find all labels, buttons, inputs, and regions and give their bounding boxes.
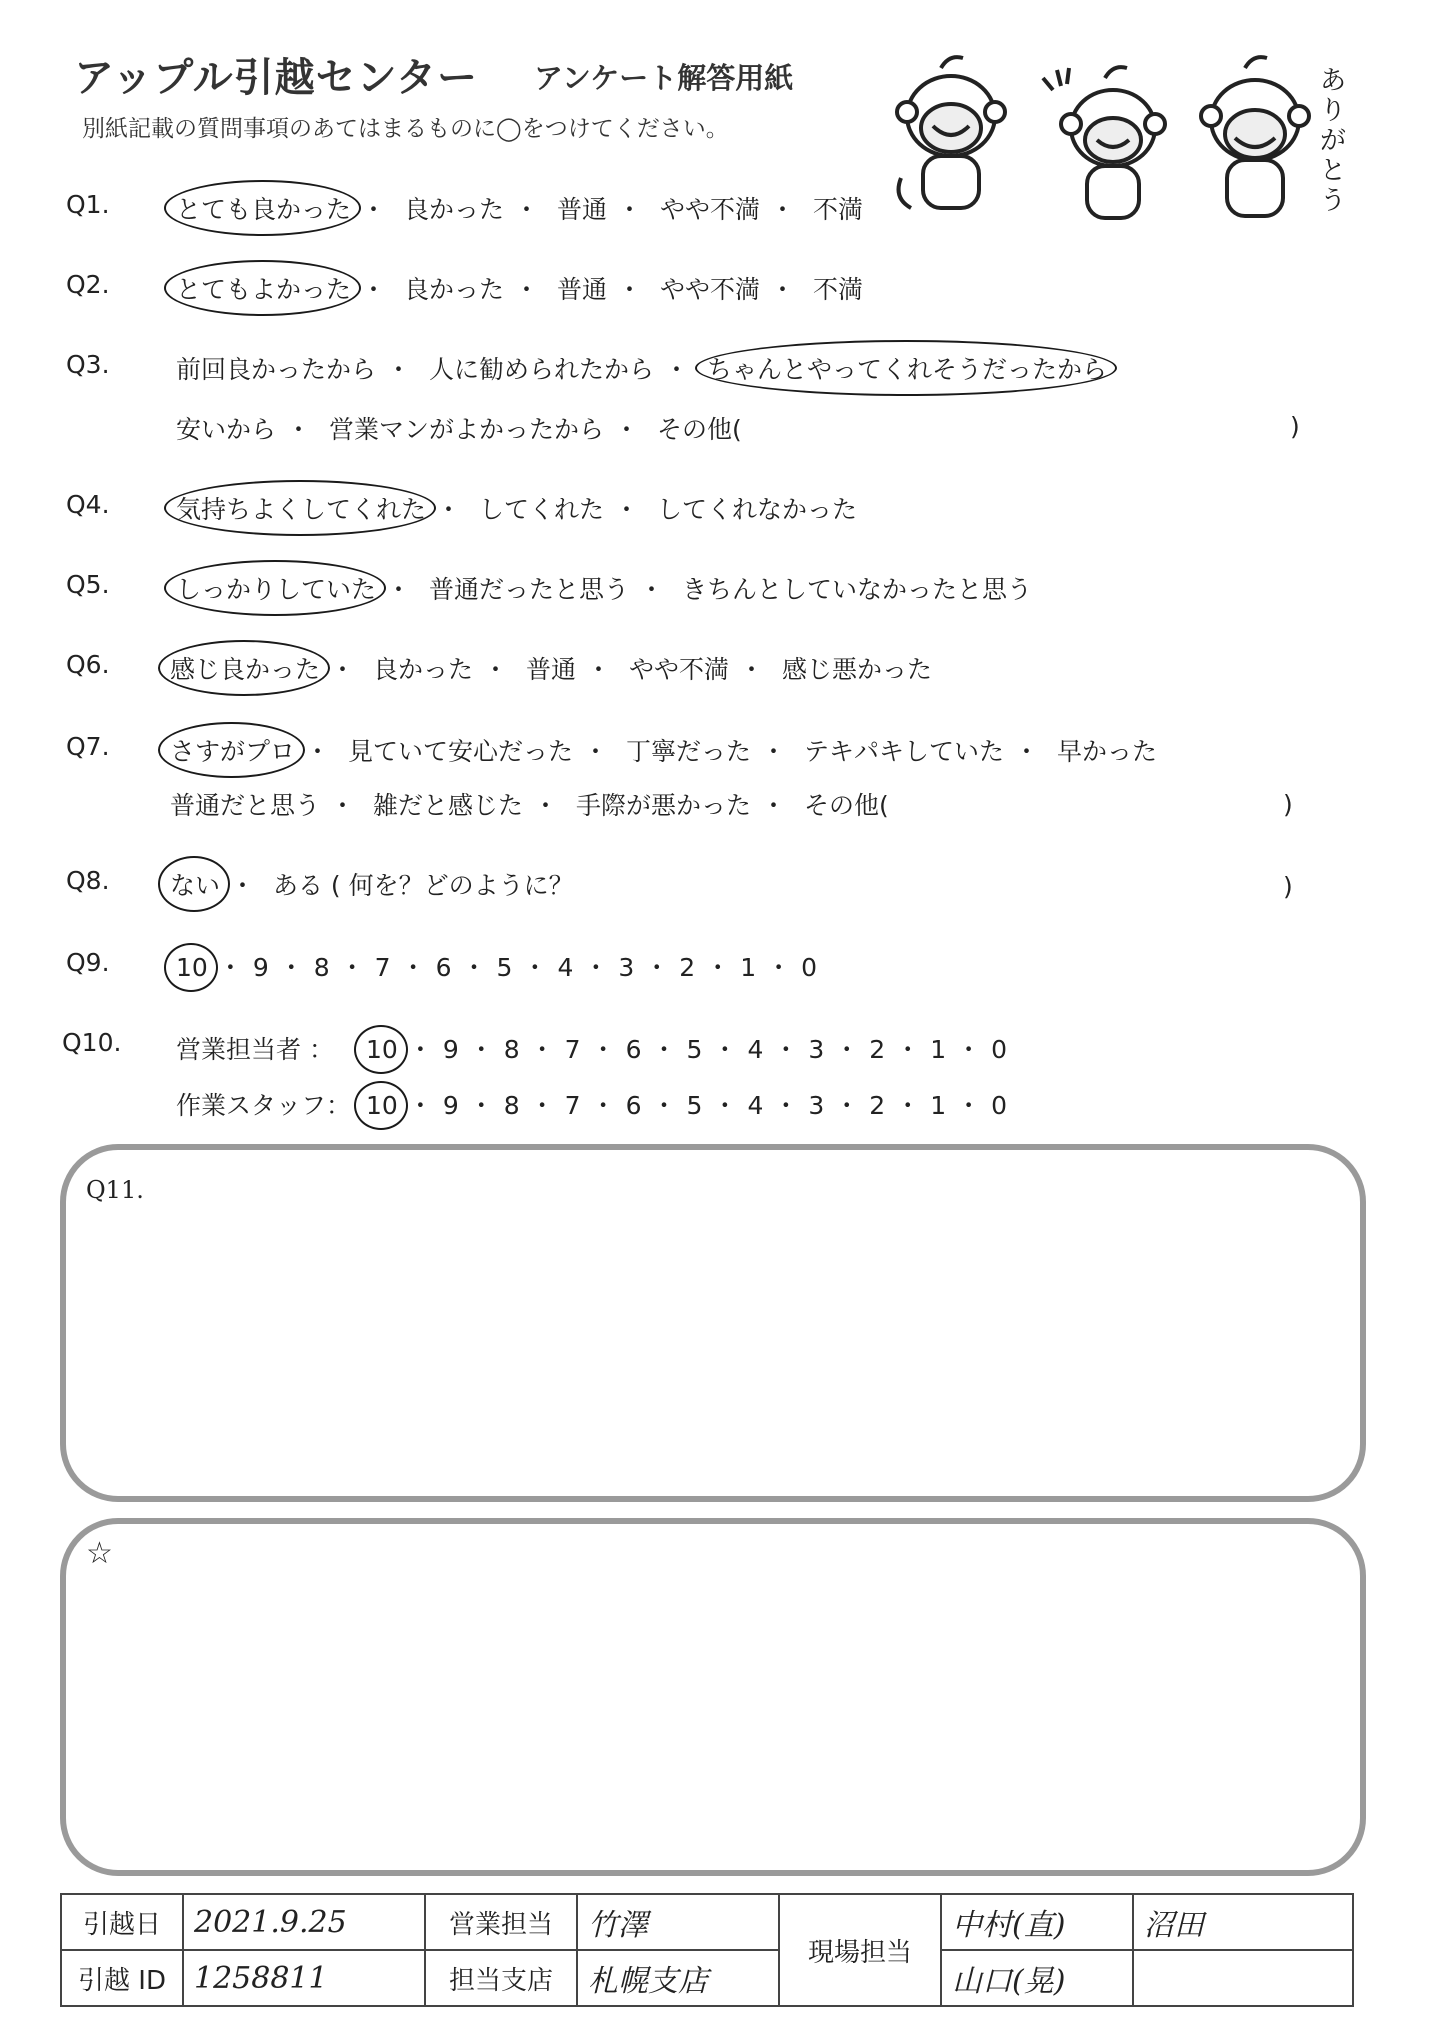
separator: ・: [217, 953, 243, 982]
q10-staff-option-4[interactable]: 4: [747, 1091, 764, 1120]
separator: ・: [583, 953, 609, 982]
mascot-left: [897, 57, 1005, 208]
q4-label: Q4.: [66, 490, 110, 519]
q5-option-1[interactable]: しっかりしていた: [176, 570, 376, 606]
separator: ・: [773, 1091, 799, 1120]
q10-staff-name: 作業スタッフ：: [176, 1091, 352, 1120]
q1-options: とても良かった ・ 良かった ・ 普通 ・ やや不満 ・ 不満: [176, 190, 863, 226]
separator: ・: [712, 1035, 738, 1064]
q10-staff-option-7[interactable]: 7: [564, 1091, 581, 1120]
site-staff-2: 沼田: [1133, 1894, 1353, 1950]
q7-close-paren: ): [1283, 790, 1293, 819]
q6-option-1[interactable]: 感じ良かった: [170, 650, 320, 686]
q9-option-3[interactable]: 3: [618, 953, 635, 982]
q7-option-3[interactable]: 丁寧だった: [625, 737, 751, 766]
q10-staff-option-6[interactable]: 6: [625, 1091, 642, 1120]
q10-staff-option-8[interactable]: 8: [503, 1091, 520, 1120]
q3-option-4[interactable]: 安いから: [176, 415, 277, 444]
q10-sales-option-3[interactable]: 3: [808, 1035, 825, 1064]
separator: ・: [407, 1091, 433, 1120]
q10-sales-option-6[interactable]: 6: [625, 1035, 642, 1064]
q5-options: しっかりしていた ・ 普通だったと思う ・ きちんとしていなかったと思う: [176, 570, 1032, 606]
q10-sales-option-0[interactable]: 0: [991, 1035, 1008, 1064]
q2-option-5[interactable]: 不満: [812, 275, 863, 304]
mascot-right: [1201, 57, 1309, 216]
q3-option-1[interactable]: 前回良かったから: [176, 355, 377, 384]
q4-option-2[interactable]: してくれた: [478, 495, 604, 524]
q9-option-8[interactable]: 8: [313, 953, 330, 982]
q9-option-0[interactable]: 0: [801, 953, 818, 982]
q5-option-2[interactable]: 普通だったと思う: [428, 575, 629, 604]
thanks-text: ありがとう: [1320, 66, 1347, 216]
separator: ・: [712, 1091, 738, 1120]
q2-label: Q2.: [66, 270, 110, 299]
q2-options: とてもよかった ・ 良かった ・ 普通 ・ やや不満 ・ 不満: [176, 270, 863, 306]
q3-close-paren: ): [1290, 412, 1300, 441]
separator: ・: [461, 953, 487, 982]
q4-option-1[interactable]: 気持ちよくしてくれた: [176, 490, 426, 526]
q7-option-4[interactable]: テキパキしていた: [803, 737, 1004, 766]
move-date-label: 引越日: [61, 1894, 183, 1950]
q10-sales-option-9[interactable]: 9: [442, 1035, 459, 1064]
q2-option-4[interactable]: やや不満: [659, 275, 760, 304]
q7-option-5[interactable]: 早かった: [1056, 737, 1157, 766]
separator: ・: [400, 953, 426, 982]
q3-option-3[interactable]: ちゃんとやってくれそうだったから: [707, 350, 1107, 386]
q10-sales-option-5[interactable]: 5: [686, 1035, 703, 1064]
q9-option-6[interactable]: 6: [435, 953, 452, 982]
q10-sales-scale: [366, 1030, 1007, 1066]
separator: ・: [644, 953, 670, 982]
q9-option-5[interactable]: 5: [496, 953, 513, 982]
q10-staff-option-1[interactable]: 1: [930, 1091, 947, 1120]
q6-option-2[interactable]: 良かった: [372, 655, 473, 684]
q7-options-line1: さすがプロ ・ 見ていて安心だった ・ 丁寧だった ・ テキパキしていた ・ 早かった: [170, 732, 1157, 768]
branch-label: 担当支店: [425, 1950, 577, 2006]
q9-option-4[interactable]: 4: [557, 953, 574, 982]
q10-sales-option-2[interactable]: 2: [869, 1035, 886, 1064]
q9-option-1[interactable]: 1: [740, 953, 757, 982]
q8-label: Q8.: [66, 866, 110, 895]
q9-scale: [176, 948, 817, 984]
q10-sales-option-1[interactable]: 1: [930, 1035, 947, 1064]
separator: ・: [468, 1035, 494, 1064]
q10-sales-option-10[interactable]: 10: [366, 1035, 398, 1064]
separator: ・: [834, 1091, 860, 1120]
q6-option-5[interactable]: 感じ悪かった: [781, 655, 932, 684]
star-label: ☆: [86, 1536, 113, 1571]
q11-comment-box[interactable]: [60, 1144, 1366, 1502]
q7-option-6[interactable]: 普通だと思う: [170, 791, 321, 820]
q10-staff-option-2[interactable]: 2: [869, 1091, 886, 1120]
q7-option-7[interactable]: 雑だと感じた: [372, 791, 523, 820]
q10-sales-option-8[interactable]: 8: [503, 1035, 520, 1064]
q2-option-2[interactable]: 良かった: [403, 275, 504, 304]
q6-option-3[interactable]: 普通: [525, 655, 576, 684]
separator: ・: [339, 953, 365, 982]
q3-option-other[interactable]: その他(: [656, 415, 742, 444]
q7-option-2[interactable]: 見ていて安心だった: [347, 737, 573, 766]
instructions: 別紙記載の質問事項のあてはまるものに◯をつけてください。: [82, 116, 729, 142]
q7-options-line2: 普通だと思う ・ 雑だと感じた ・ 手際が悪かった ・ その他(: [170, 786, 889, 822]
separator: ・: [956, 1035, 982, 1064]
separator: ・: [651, 1091, 677, 1120]
q9-option-7[interactable]: 7: [374, 953, 391, 982]
q4-options: 気持ちよくしてくれた ・ してくれた ・ してくれなかった: [176, 490, 857, 526]
separator: ・: [651, 1035, 677, 1064]
form-title: アップル引越センター: [74, 55, 478, 101]
form-subtitle: アンケート解答用紙: [534, 61, 794, 95]
separator: ・: [766, 953, 792, 982]
q2-option-3[interactable]: 普通: [556, 275, 607, 304]
q9-label: Q9.: [66, 948, 110, 977]
q7-option-8[interactable]: 手際が悪かった: [575, 791, 751, 820]
q8-option-1[interactable]: ない: [170, 866, 220, 902]
separator: ・: [895, 1035, 921, 1064]
q3-option-2[interactable]: 人に勧められたから: [428, 355, 654, 384]
sales-label: 営業担当: [425, 1894, 577, 1950]
q2-option-1[interactable]: とてもよかった: [176, 270, 351, 306]
separator: ・: [590, 1035, 616, 1064]
q8-close-paren: ): [1283, 872, 1293, 901]
mascot-middle: [1043, 67, 1165, 218]
q1-option-5[interactable]: 不満: [812, 195, 863, 224]
q4-option-3[interactable]: してくれなかった: [656, 495, 857, 524]
separator: ・: [407, 1035, 433, 1064]
q9-option-2[interactable]: 2: [679, 953, 696, 982]
separator: ・: [529, 1091, 555, 1120]
q7-option-1[interactable]: さすがプロ: [170, 732, 295, 768]
q10-staff-scale: [366, 1086, 1007, 1122]
site-staff-3: 山口(晃): [941, 1950, 1133, 2006]
move-id-value: 1258811: [183, 1950, 425, 2006]
separator: ・: [773, 1035, 799, 1064]
q7-label: Q7.: [66, 732, 110, 761]
site-label: 現場担当: [779, 1894, 941, 2006]
star-comment-box[interactable]: [60, 1518, 1366, 1876]
q10-staff-option-3[interactable]: 3: [808, 1091, 825, 1120]
q10-staff-option-0[interactable]: 0: [991, 1091, 1008, 1120]
q11-label: Q11.: [86, 1176, 144, 1204]
q3-options-line2: 安いから ・ 営業マンがよかったから ・ その他(: [176, 410, 742, 446]
separator: ・: [834, 1035, 860, 1064]
q10-staff-option-5[interactable]: 5: [686, 1091, 703, 1120]
q1-option-1[interactable]: とても良かった: [176, 190, 351, 226]
separator: ・: [529, 1035, 555, 1064]
q10-staff-option-9[interactable]: 9: [442, 1091, 459, 1120]
q5-label: Q5.: [66, 570, 110, 599]
site-staff-1: 中村(直): [941, 1894, 1133, 1950]
q6-options: 感じ良かった ・ 良かった ・ 普通 ・ やや不満 ・ 感じ悪かった: [170, 650, 932, 686]
q10-sales-option-7[interactable]: 7: [564, 1035, 581, 1064]
separator: ・: [522, 953, 548, 982]
footer-table: [60, 1893, 1354, 2007]
separator: ・: [956, 1091, 982, 1120]
move-id-label: 引越 ID: [61, 1950, 183, 2006]
q1-label: Q1.: [66, 190, 110, 219]
q5-option-3[interactable]: きちんとしていなかったと思う: [681, 575, 1032, 604]
q7-option-other[interactable]: その他(: [803, 791, 889, 820]
q10-sales-option-4[interactable]: 4: [747, 1035, 764, 1064]
q10-staff-option-10[interactable]: 10: [366, 1091, 398, 1120]
q9-option-9[interactable]: 9: [252, 953, 269, 982]
separator: ・: [468, 1091, 494, 1120]
q1-option-3[interactable]: 普通: [556, 195, 607, 224]
q3-option-5[interactable]: 営業マンがよかったから: [328, 415, 604, 444]
branch-value: 札幌支店: [577, 1950, 779, 2006]
sales-value: 竹澤: [577, 1894, 779, 1950]
move-date-value: 2021.9.25: [183, 1894, 425, 1950]
q9-option-10[interactable]: 10: [176, 953, 208, 982]
q8-options: ない ・ ある ( 何を？どのように？: [170, 866, 574, 902]
separator: ・: [705, 953, 731, 982]
q6-option-4[interactable]: やや不満: [628, 655, 729, 684]
q1-option-2[interactable]: 良かった: [403, 195, 504, 224]
q3-label: Q3.: [66, 350, 110, 379]
site-staff-4: [1133, 1950, 1353, 2006]
separator: ・: [590, 1091, 616, 1120]
q8-option-2[interactable]: ある ( 何を？どのように？: [272, 871, 574, 900]
q10-sales-name: 営業担当者 ：: [176, 1035, 334, 1064]
mascot-illustration: [893, 48, 1353, 238]
q6-label: Q6.: [66, 650, 110, 679]
q1-option-4[interactable]: やや不満: [659, 195, 760, 224]
separator: ・: [278, 953, 304, 982]
q3-options-line1: 前回良かったから ・ 人に勧められたから ・ ちゃんとやってくれそうだったから: [176, 350, 1107, 386]
q10-label: Q10.: [62, 1028, 122, 1057]
separator: ・: [895, 1091, 921, 1120]
